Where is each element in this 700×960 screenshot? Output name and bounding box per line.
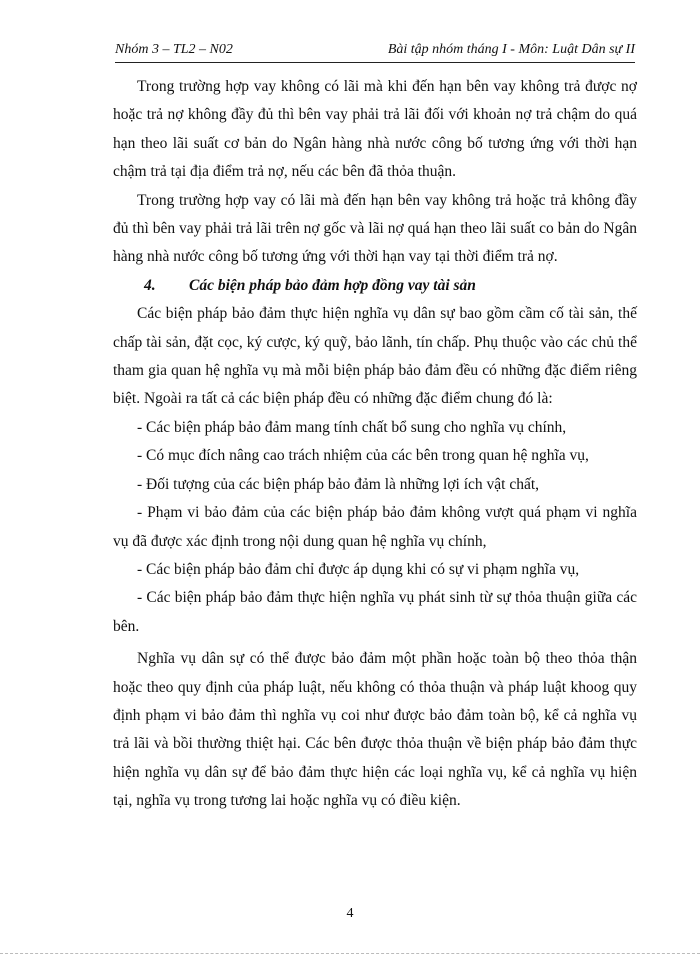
- section-heading: [113, 272, 637, 300]
- section-title: Các biện pháp bảo đảm hợp đồng vay tài sản: [189, 276, 476, 294]
- page-number: 4: [346, 906, 354, 921]
- header-group-label: Nhóm 3 – TL2 – N02: [115, 42, 233, 57]
- list-item: - Đối tượng của các biện pháp bảo đảm là những lợi ích vật chất,: [137, 475, 540, 493]
- list-item: - Các biện pháp bảo đảm thực hiện nghĩa vụ phát sinh từ sự thỏa thuận giữa các bên.: [113, 589, 637, 635]
- list-item: - Các biện pháp bảo đảm chỉ được áp dụng khi có sự vi phạm nghĩa vụ,: [137, 560, 580, 578]
- paragraph-interest-loan: Trong trường hợp vay có lãi mà đến hạn bên vay không trả hoặc trả không đầy đủ thì bên vay phải trả lãi trên nợ gốc và lãi nợ quá hạn theo lãi suất co bản do Ngân hàng nhà nước công bố tương ứng với thời hạn vay tại thời điểm trả nợ.: [113, 191, 637, 266]
- paragraph-no-interest-loan: Trong trường hợp vay không có lãi mà khi đến hạn bên vay không trả được nợ hoặc trả nợ không đầy đủ thì bên vay phải trả lãi đối với khoản nợ trả chậm do quá hạn theo lãi suất cơ bản do Ngân hàng nhà nước công bố tương ứng với thời hạn chậm trả tại địa điểm trả nợ, nếu các bên đã thỏa thuận.: [113, 78, 637, 181]
- page-header: [115, 40, 635, 63]
- list-item: - Phạm vi bảo đảm của các biện pháp bảo đảm không vượt quá phạm vi nghĩa vụ đã được xác định trong nội dung quan hệ nghĩa vụ chính,: [113, 504, 637, 550]
- header-course-label: Bài tập nhóm tháng I - Môn: Luật Dân sự II: [387, 42, 635, 57]
- list-item: - Các biện pháp bảo đảm mang tính chất bổ sung cho nghĩa vụ chính,: [137, 418, 567, 436]
- page-divider: [0, 953, 700, 954]
- paragraph-security-measures: Các biện pháp bảo đảm thực hiện nghĩa vụ dân sự bao gồm cầm cố tài sản, thế chấp tài sản, đặt cọc, ký cược, ký quỹ, bảo lãnh, tín chấp. Phụ thuộc vào các chủ thể tham gia quan hệ nghĩa vụ mà mỗi biện pháp bảo đảm đều có những đặc điểm riêng biệt. Ngoài ra tất cả các biện pháp đều có những đặc điểm chung đó là:: [113, 305, 637, 408]
- paragraph-scope-of-security: Nghĩa vụ dân sự có thể được bảo đảm một phần hoặc toàn bộ theo thỏa thận hoặc theo quy định của pháp luật, nếu không có thỏa thuận và pháp luật khoog quy định phạm vi bảo đảm thì nghĩa vụ coi như được bảo đảm toàn bộ, kể cả nghĩa vụ trả lãi và bồi thường thiệt hại. Các bên được thỏa thuận về biện pháp bảo đảm thực hiện nghĩa vụ dân sự để bảo đảm thực hiện các loại nghĩa vụ, kể cả nghĩa vụ hiện tại, nghĩa vụ trong tương lai hoặc nghĩa vụ có điều kiện.: [113, 650, 637, 810]
- section-number: 4.: [144, 276, 156, 294]
- document-body: [113, 73, 637, 816]
- list-item: - Có mục đích nâng cao trách nhiệm của các bên trong quan hệ nghĩa vụ,: [137, 447, 589, 465]
